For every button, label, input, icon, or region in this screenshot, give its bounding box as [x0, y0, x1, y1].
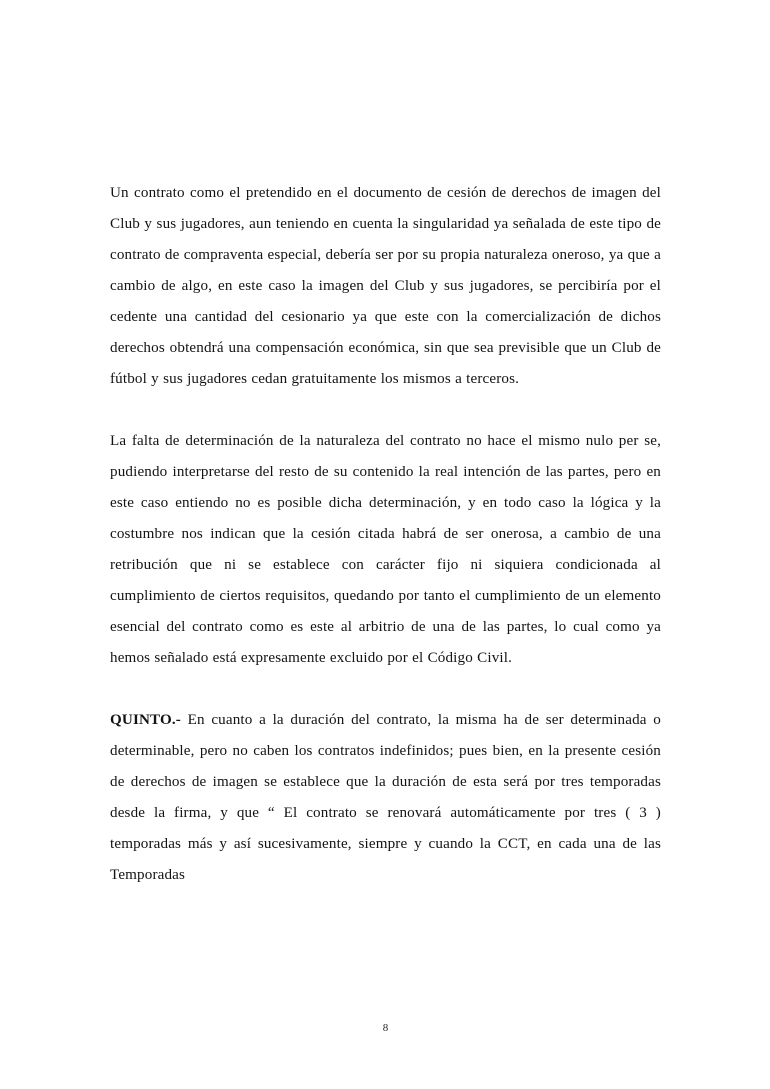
body-paragraph-3: [110, 705, 661, 891]
body-paragraph-3-text: En cuanto a la duración del contrato, la misma ha de ser determinada o determinable, pero no caben los contratos indefinidos; pues bien, en la presente cesión de derechos de imagen se establece que la duración de esta será por tres temporadas desde la firma, y que “ El contrato se renovará automáticamente por tres ( 3 ) temporadas más y así sucesivamente, siempre y cuando la CCT, en cada una de las Temporadas: [110, 712, 661, 883]
document-body: [110, 178, 661, 891]
body-paragraph-1: Un contrato como el pretendido en el documento de cesión de derechos de imagen del Club y sus jugadores, aun teniendo en cuenta la singularidad ya señalada de este tipo de contrato de compraventa especial, debería ser por su propia naturaleza oneroso, ya que a cambio de algo, en este caso la imagen del Club y sus jugadores, se percibiría por el cedente una cantidad del cesionario ya que este con la comercialización de dichos derechos obtendrá una compensación económica, sin que sea previsible que un Club de fútbol y sus jugadores cedan gratuitamente los mismos a terceros.: [110, 185, 661, 387]
page-number: 8: [382, 1022, 389, 1034]
section-heading-quinto: QUINTO.-: [110, 712, 181, 728]
body-paragraph-2: La falta de determinación de la naturaleza del contrato no hace el mismo nulo per se, pudiendo interpretarse del resto de su contenido la real intención de las partes, pero en este caso entiendo no es posible dicha determinación, y en todo caso la lógica y la costumbre nos indican que la cesión citada habrá de ser onerosa, a cambio de una retribución que ni se establece con carácter fijo ni siquiera condicionada al cumplimiento de ciertos requisitos, quedando por tanto el cumplimiento de un elemento esencial del contrato como es este al arbitrio de una de las partes, lo cual como ya hemos señalado está expresamente excluido por el Código Civil.: [110, 433, 661, 666]
